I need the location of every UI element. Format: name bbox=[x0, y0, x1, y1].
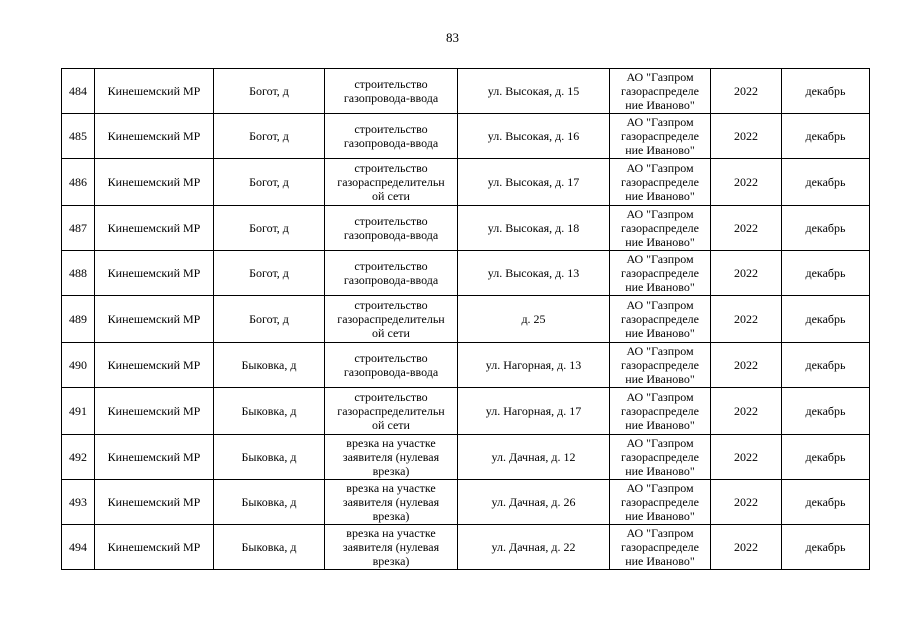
month-cell: декабрь bbox=[782, 206, 870, 251]
organization-cell: АО "Газпром газораспределе ние Иваново" bbox=[610, 343, 711, 388]
work-type-cell: строительство газопровода-ввода bbox=[325, 206, 458, 251]
organization-cell: АО "Газпром газораспределе ние Иваново" bbox=[610, 435, 711, 480]
month-cell: декабрь bbox=[782, 343, 870, 388]
district-cell: Кинешемский МР bbox=[95, 480, 214, 525]
year-cell: 2022 bbox=[711, 206, 782, 251]
table-row bbox=[62, 69, 870, 114]
locality-cell: Быковка, д bbox=[214, 388, 325, 435]
year-cell: 2022 bbox=[711, 114, 782, 159]
work-type-cell: строительство газораспределительн ой сети bbox=[325, 296, 458, 343]
table-row bbox=[62, 296, 870, 343]
table-row bbox=[62, 159, 870, 206]
gasification-table bbox=[61, 68, 870, 570]
table-row bbox=[62, 480, 870, 525]
work-type-cell: врезка на участке заявителя (нулевая врезка) bbox=[325, 525, 458, 570]
row-number: 488 bbox=[62, 251, 95, 296]
address-cell: ул. Высокая, д. 13 bbox=[458, 251, 610, 296]
organization-cell: АО "Газпром газораспределе ние Иваново" bbox=[610, 525, 711, 570]
row-number: 490 bbox=[62, 343, 95, 388]
row-number: 491 bbox=[62, 388, 95, 435]
year-cell: 2022 bbox=[711, 251, 782, 296]
locality-cell: Быковка, д bbox=[214, 343, 325, 388]
month-cell: декабрь bbox=[782, 114, 870, 159]
district-cell: Кинешемский МР bbox=[95, 251, 214, 296]
month-cell: декабрь bbox=[782, 159, 870, 206]
row-number: 487 bbox=[62, 206, 95, 251]
year-cell: 2022 bbox=[711, 480, 782, 525]
district-cell: Кинешемский МР bbox=[95, 435, 214, 480]
month-cell: декабрь bbox=[782, 296, 870, 343]
year-cell: 2022 bbox=[711, 159, 782, 206]
month-cell: декабрь bbox=[782, 388, 870, 435]
organization-cell: АО "Газпром газораспределе ние Иваново" bbox=[610, 296, 711, 343]
address-cell: ул. Дачная, д. 22 bbox=[458, 525, 610, 570]
address-cell: д. 25 bbox=[458, 296, 610, 343]
locality-cell: Богот, д bbox=[214, 69, 325, 114]
organization-cell: АО "Газпром газораспределе ние Иваново" bbox=[610, 388, 711, 435]
table-row bbox=[62, 343, 870, 388]
district-cell: Кинешемский МР bbox=[95, 114, 214, 159]
month-cell: декабрь bbox=[782, 435, 870, 480]
year-cell: 2022 bbox=[711, 343, 782, 388]
row-number: 486 bbox=[62, 159, 95, 206]
district-cell: Кинешемский МР bbox=[95, 69, 214, 114]
address-cell: ул. Высокая, д. 18 bbox=[458, 206, 610, 251]
month-cell: декабрь bbox=[782, 251, 870, 296]
locality-cell: Богот, д bbox=[214, 206, 325, 251]
month-cell: декабрь bbox=[782, 480, 870, 525]
table-row bbox=[62, 251, 870, 296]
work-type-cell: строительство газопровода-ввода bbox=[325, 69, 458, 114]
table-row bbox=[62, 114, 870, 159]
work-type-cell: строительство газопровода-ввода bbox=[325, 343, 458, 388]
district-cell: Кинешемский МР bbox=[95, 343, 214, 388]
work-type-cell: врезка на участке заявителя (нулевая врезка) bbox=[325, 480, 458, 525]
year-cell: 2022 bbox=[711, 525, 782, 570]
locality-cell: Богот, д bbox=[214, 159, 325, 206]
year-cell: 2022 bbox=[711, 388, 782, 435]
work-type-cell: строительство газопровода-ввода bbox=[325, 251, 458, 296]
row-number: 494 bbox=[62, 525, 95, 570]
locality-cell: Богот, д bbox=[214, 114, 325, 159]
work-type-cell: строительство газопровода-ввода bbox=[325, 114, 458, 159]
locality-cell: Быковка, д bbox=[214, 480, 325, 525]
district-cell: Кинешемский МР bbox=[95, 206, 214, 251]
row-number: 484 bbox=[62, 69, 95, 114]
year-cell: 2022 bbox=[711, 296, 782, 343]
locality-cell: Богот, д bbox=[214, 251, 325, 296]
locality-cell: Быковка, д bbox=[214, 525, 325, 570]
locality-cell: Быковка, д bbox=[214, 435, 325, 480]
organization-cell: АО "Газпром газораспределе ние Иваново" bbox=[610, 206, 711, 251]
district-cell: Кинешемский МР bbox=[95, 388, 214, 435]
district-cell: Кинешемский МР bbox=[95, 159, 214, 206]
address-cell: ул. Высокая, д. 15 bbox=[458, 69, 610, 114]
organization-cell: АО "Газпром газораспределе ние Иваново" bbox=[610, 159, 711, 206]
address-cell: ул. Высокая, д. 17 bbox=[458, 159, 610, 206]
work-type-cell: строительство газораспределительн ой сети bbox=[325, 388, 458, 435]
month-cell: декабрь bbox=[782, 69, 870, 114]
organization-cell: АО "Газпром газораспределе ние Иваново" bbox=[610, 69, 711, 114]
table-row bbox=[62, 525, 870, 570]
district-cell: Кинешемский МР bbox=[95, 525, 214, 570]
district-cell: Кинешемский МР bbox=[95, 296, 214, 343]
organization-cell: АО "Газпром газораспределе ние Иваново" bbox=[610, 114, 711, 159]
locality-cell: Богот, д bbox=[214, 296, 325, 343]
address-cell: ул. Нагорная, д. 13 bbox=[458, 343, 610, 388]
table-row bbox=[62, 435, 870, 480]
page-number: 83 bbox=[446, 30, 459, 45]
work-type-cell: врезка на участке заявителя (нулевая врезка) bbox=[325, 435, 458, 480]
row-number: 493 bbox=[62, 480, 95, 525]
address-cell: ул. Высокая, д. 16 bbox=[458, 114, 610, 159]
work-type-cell: строительство газораспределительн ой сети bbox=[325, 159, 458, 206]
organization-cell: АО "Газпром газораспределе ние Иваново" bbox=[610, 251, 711, 296]
table-row bbox=[62, 206, 870, 251]
address-cell: ул. Дачная, д. 26 bbox=[458, 480, 610, 525]
address-cell: ул. Нагорная, д. 17 bbox=[458, 388, 610, 435]
address-cell: ул. Дачная, д. 12 bbox=[458, 435, 610, 480]
year-cell: 2022 bbox=[711, 69, 782, 114]
year-cell: 2022 bbox=[711, 435, 782, 480]
month-cell: декабрь bbox=[782, 525, 870, 570]
organization-cell: АО "Газпром газораспределе ние Иваново" bbox=[610, 480, 711, 525]
row-number: 489 bbox=[62, 296, 95, 343]
table-row bbox=[62, 388, 870, 435]
row-number: 492 bbox=[62, 435, 95, 480]
row-number: 485 bbox=[62, 114, 95, 159]
